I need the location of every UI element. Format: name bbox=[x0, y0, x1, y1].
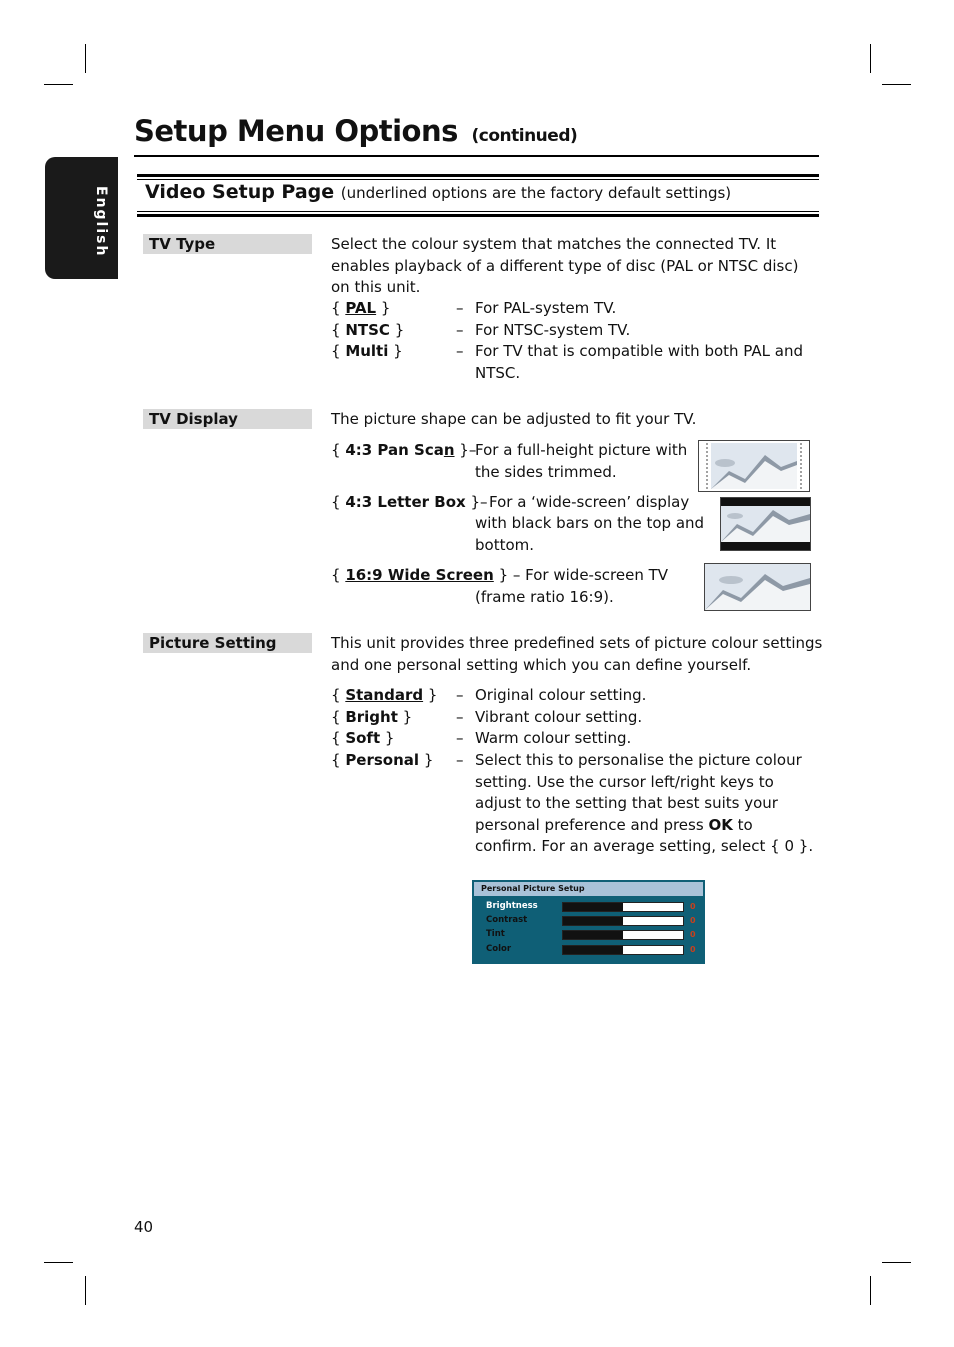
desc-fragment: personal preference and press bbox=[475, 815, 709, 834]
crop-mark bbox=[44, 84, 73, 85]
osd-level-bar[interactable] bbox=[562, 930, 684, 940]
osd-row-value: 0 bbox=[690, 930, 696, 939]
option-ntsc: { NTSC } bbox=[331, 321, 405, 339]
section-rule-top bbox=[137, 174, 819, 177]
pan-scan-thumbnail bbox=[698, 440, 810, 492]
osd-row-label: Brightness bbox=[486, 901, 538, 911]
letter-box-thumbnail bbox=[720, 497, 811, 551]
option-desc: For PAL-system TV. bbox=[475, 299, 617, 317]
picture-setting-label: Picture Setting bbox=[143, 633, 312, 653]
intro-line: enables playback of a different type of disc (PAL or NTSC disc) bbox=[331, 256, 799, 275]
option-desc bbox=[475, 341, 803, 384]
osd-level-bar[interactable] bbox=[562, 916, 684, 926]
language-label: English bbox=[93, 186, 109, 258]
section-rule-bottom bbox=[137, 214, 819, 217]
option-name bbox=[345, 441, 454, 459]
dash: – bbox=[456, 321, 464, 339]
personal-picture-setup-osd bbox=[472, 880, 705, 964]
option-desc: For NTSC-system TV. bbox=[475, 321, 631, 339]
dash: – bbox=[456, 708, 464, 726]
wide-screen-thumbnail bbox=[704, 563, 811, 611]
option-desc bbox=[475, 440, 687, 483]
title-rule bbox=[134, 155, 819, 157]
tv-display-intro: The picture shape can be adjusted to fit your TV. bbox=[331, 410, 697, 428]
crop-mark bbox=[44, 1262, 73, 1263]
desc-line: setting. Use the cursor left/right keys to bbox=[475, 772, 774, 791]
desc-line: with black bars on the top and bbox=[475, 514, 705, 532]
option-name: NTSC bbox=[345, 321, 390, 339]
osd-level-bar[interactable] bbox=[562, 902, 684, 912]
option-personal: { Personal } bbox=[331, 751, 434, 769]
option-name: PAL bbox=[345, 299, 377, 317]
desc-line: adjust to the setting that best suits your bbox=[475, 794, 778, 812]
intro-line: Select the colour system that matches the connected TV. It bbox=[331, 235, 777, 253]
section-note: (underlined options are the factory default settings) bbox=[340, 184, 732, 202]
option-letter-box: { 4:3 Letter Box }– bbox=[331, 493, 488, 511]
option-name: Multi bbox=[345, 342, 389, 360]
desc-line: bottom. bbox=[475, 535, 535, 554]
osd-row-value: 0 bbox=[690, 945, 696, 954]
option-desc bbox=[475, 513, 704, 556]
option-name: Soft bbox=[345, 729, 381, 747]
dash: – bbox=[456, 342, 464, 360]
option-name-main: 4:3 Pan Sca bbox=[345, 441, 444, 459]
tv-type-intro bbox=[331, 234, 798, 299]
option-bright: { Bright } bbox=[331, 708, 413, 726]
osd-title: Personal Picture Setup bbox=[474, 882, 703, 896]
intro-line: on this unit. bbox=[331, 278, 421, 296]
osd-row-label: Tint bbox=[486, 929, 505, 939]
dash: – bbox=[456, 751, 464, 769]
osd-level-fill bbox=[563, 917, 623, 925]
option-desc: Original colour setting. bbox=[475, 686, 647, 704]
picture-setting-intro bbox=[331, 633, 822, 676]
section-title bbox=[145, 181, 731, 203]
osd-row-value: 0 bbox=[690, 916, 696, 925]
desc-line: the sides trimmed. bbox=[475, 462, 617, 481]
option-name-tail: n bbox=[443, 441, 455, 459]
osd-level-bar[interactable] bbox=[562, 945, 684, 955]
intro-line: and one personal setting which you can define yourself. bbox=[331, 655, 752, 674]
desc-line: confirm. For an average setting, select { 0 }. bbox=[475, 837, 814, 855]
page-number: 40 bbox=[134, 1218, 154, 1236]
crop-mark bbox=[870, 1276, 871, 1305]
desc-line: For a ‘wide-screen’ display bbox=[489, 493, 690, 511]
option-multi: { Multi } bbox=[331, 342, 403, 360]
osd-level-fill bbox=[563, 903, 623, 911]
desc-line bbox=[475, 815, 813, 837]
option-name: Personal bbox=[345, 751, 420, 769]
desc-line: For a full-height picture with bbox=[475, 441, 688, 459]
dash: – bbox=[456, 299, 464, 317]
page-title bbox=[134, 114, 577, 148]
intro-line: This unit provides three predefined sets of picture colour settings bbox=[331, 634, 823, 652]
tv-display-label: TV Display bbox=[143, 409, 312, 429]
dash: – bbox=[456, 729, 464, 747]
section-rule-bottom-thin bbox=[137, 211, 819, 212]
crop-mark bbox=[870, 44, 871, 73]
option-pan-scan: { 4:3 Pan Scan }– bbox=[331, 441, 477, 459]
option-name: Standard bbox=[345, 686, 424, 704]
option-name: 4:3 Letter Box bbox=[345, 493, 466, 511]
desc-fragment: to bbox=[732, 815, 753, 834]
option-desc: (frame ratio 16:9). bbox=[475, 588, 614, 606]
crop-mark bbox=[85, 1276, 86, 1305]
option-desc bbox=[475, 750, 813, 858]
crop-mark bbox=[882, 84, 911, 85]
ok-key: OK bbox=[708, 815, 733, 834]
option-desc: Vibrant colour setting. bbox=[475, 708, 643, 726]
osd-row-label: Color bbox=[486, 944, 512, 954]
option-desc: Warm colour setting. bbox=[475, 729, 632, 747]
osd-row-value: 0 bbox=[690, 902, 696, 911]
option-name: Bright bbox=[345, 708, 398, 726]
tv-type-label: TV Type bbox=[143, 234, 312, 254]
option-wide-screen: { 16:9 Wide Screen } – For wide-screen TV bbox=[331, 566, 669, 584]
option-desc bbox=[489, 492, 689, 514]
option-pal: { PAL } bbox=[331, 299, 391, 317]
osd-level-fill bbox=[563, 946, 623, 954]
desc-line: For wide-screen TV bbox=[525, 566, 669, 584]
osd-row-label: Contrast bbox=[486, 915, 528, 925]
section-title-text: Video Setup Page bbox=[145, 181, 335, 203]
crop-mark bbox=[882, 1262, 911, 1263]
desc-line: For TV that is compatible with both PAL and bbox=[475, 342, 804, 360]
dash: – bbox=[456, 686, 464, 704]
desc-line: NTSC. bbox=[475, 363, 521, 382]
option-name: 16:9 Wide Screen bbox=[345, 566, 494, 584]
desc-line: Select this to personalise the picture colour bbox=[475, 751, 802, 769]
section-rule-top-thin bbox=[137, 179, 819, 180]
option-soft: { Soft } bbox=[331, 729, 395, 747]
crop-mark bbox=[85, 44, 86, 73]
osd-level-fill bbox=[563, 931, 623, 939]
continued-label: (continued) bbox=[471, 126, 578, 146]
page-title-text: Setup Menu Options bbox=[134, 114, 458, 148]
option-standard: { Standard } bbox=[331, 686, 438, 704]
